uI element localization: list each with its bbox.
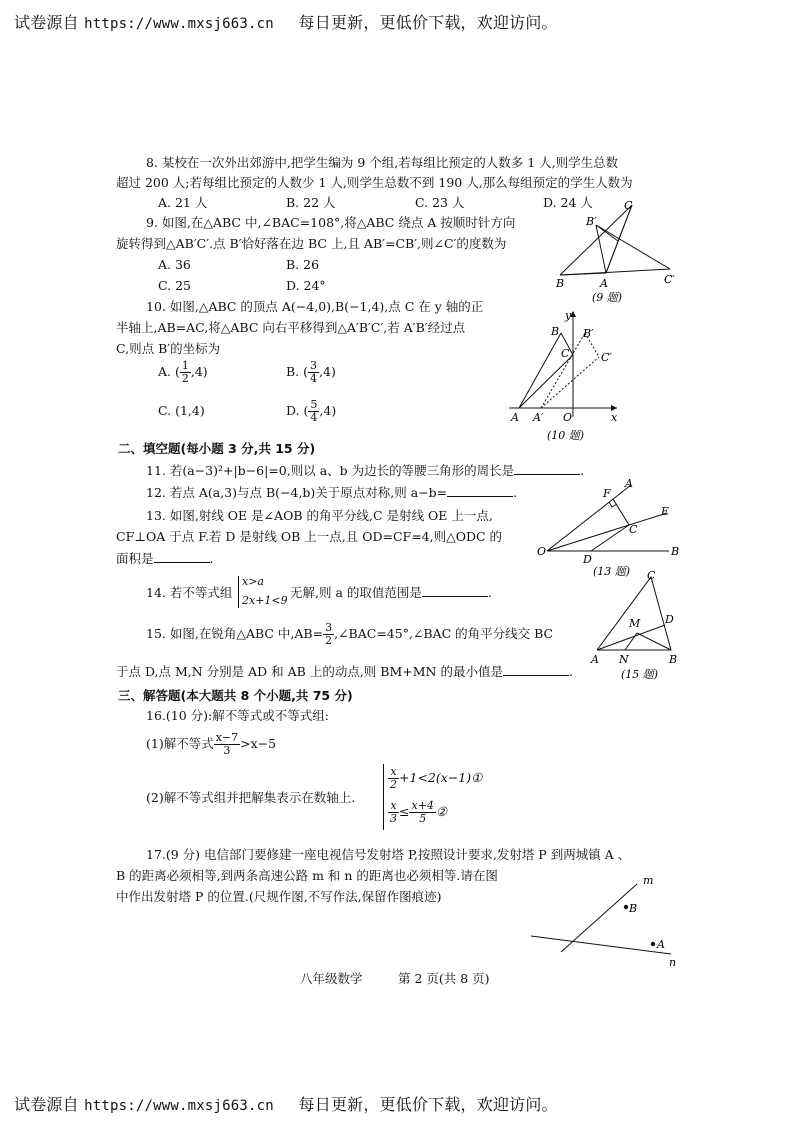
q16-eq2: $\frac{x}{3}$ ≤ $\frac{x+4}{5}$ ② [390, 799, 448, 825]
q9-option-b: B. 26 [286, 257, 320, 272]
q10-label-y: y [565, 309, 572, 322]
q8-option-d: D. 24 人 [543, 195, 593, 210]
q16-head: 16.(10 分):解不等式或不等式组: [146, 708, 329, 723]
q16-part2: (2)解不等式组并把解集表示在数轴上. [146, 790, 356, 805]
q10-label-cp: C′ [601, 351, 612, 364]
watermark-label-bottom: 试卷源自 [14, 1095, 79, 1114]
q10-line3: C,则点 B′的坐标为 [116, 341, 221, 356]
q8-option-a: A. 21 人 [158, 195, 208, 210]
q17-line1: 17.(9 分) 电信部门要修建一座电视信号发射塔 P,按照设计要求,发射塔 P 到两城镇 A 、 [146, 847, 631, 862]
q13-label-o: O [537, 545, 547, 558]
q17-point-a [651, 942, 655, 946]
q10-caption: (10 题) [547, 429, 585, 442]
q10-line1: 10. 如图,△ABC 的顶点 A(−4,0),B(−1,4),点 C 在 y 轴的正 [146, 299, 484, 314]
q9-label-bp: B′ [586, 215, 597, 228]
q8-line1: 8. 某校在一次外出郊游中,把学生编为 9 个组,若每组比预定的人数多 1 人,则学生总数 [146, 155, 619, 170]
q15-label-c: C [647, 569, 656, 582]
q15-label-a: A [591, 653, 599, 666]
q8-line2: 超过 200 人;若每组比预定的人数少 1 人,则学生总数不到 190 人,那么每组预定的学生人数为 [116, 175, 633, 190]
q9-figure [548, 195, 688, 305]
section3-title: 三、解答题(本大题共 8 个小题,共 75 分) [118, 688, 353, 703]
q16-eq1: $\frac{x}{2}$ +1<2(x−1)① [390, 765, 483, 791]
q17-line3: 中作出发射塔 P 的位置.(尺规作图,不写作法,保留作图痕迹) [116, 889, 442, 904]
q15-figure [585, 565, 685, 685]
q17-figure [525, 870, 685, 970]
q13-caption: (13 题) [593, 565, 631, 578]
q14-pre: 14. 若不等式组 [146, 585, 233, 600]
q10-label-a: A [511, 411, 519, 424]
q9-label-c: C [624, 199, 633, 212]
q10-line2: 半轴上,AB=AC,将△ABC 向右平移得到△A′B′C′,若 A′B′经过点 [116, 320, 466, 335]
q17-point-b [624, 905, 628, 909]
q9-label-a: A [600, 277, 608, 290]
q17-line2: B 的距离必须相等,到两条高速公路 m 和 n 的距离也必须相等.请在图 [116, 868, 498, 883]
q10-label-ap: A′ [533, 411, 544, 424]
q10-label-c: C [561, 347, 570, 360]
footer-subject: 八年级数学 [300, 971, 363, 986]
footer-page: 第 2 页(共 8 页) [398, 971, 490, 986]
watermark-url-bottom[interactable]: https://www.mxsj663.cn [84, 1098, 274, 1114]
q15-label-m: M [629, 617, 641, 630]
watermark-slogan-bottom: 每日更新，更低价下载，欢迎访问。 [298, 1095, 558, 1114]
q12: 12. 若点 A(a,3)与点 B(−4,b)关于原点对称,则 a−b= . [146, 485, 518, 500]
q16-part1: (1)解不等式 $\frac{x-7}{3}$ >x−5 [146, 731, 277, 757]
q9-line2: 旋转得到△AB′C′.点 B′恰好落在边 BC 上,且 AB′=CB′,则∠C′的度数为 [116, 236, 507, 251]
q10-option-d: D. ( $\frac{5}{4}$ ,4) [286, 398, 337, 424]
q15-line2: 于点 D,点 M,N 分别是 AD 和 AB 上的动点,则 BM+MN 的最小值是 . [116, 664, 573, 679]
q15-label-n: N [619, 653, 629, 666]
q10-label-x: x [611, 411, 618, 424]
q14-sys1: x>a [242, 575, 264, 588]
watermark-top [14, 10, 558, 33]
q13-label-e: E [661, 505, 670, 518]
q13-label-f: F [603, 487, 611, 500]
q11: 11. 若(a−3)²+|b−6|=0,则以 a、b 为边长的等腰三角形的周长是 . [146, 463, 585, 478]
watermark-label: 试卷源自 [14, 13, 79, 32]
q14-brace [238, 576, 239, 608]
section2-title: 二、填空题(每小题 3 分,共 15 分) [118, 441, 316, 456]
q8-option-b: B. 22 人 [286, 195, 336, 210]
q13-label-a: A [625, 477, 633, 490]
q9-option-d: D. 24° [286, 278, 326, 293]
q10-option-c: C. (1,4) [158, 403, 205, 418]
watermark-bottom [14, 1092, 558, 1115]
q10-label-bp: B′ [583, 327, 594, 340]
q15-label-d: D [665, 613, 674, 626]
q17-label-b: B [629, 902, 638, 915]
q8-option-c: C. 23 人 [415, 195, 465, 210]
q9-option-c: C. 25 [158, 278, 191, 293]
q9-line1: 9. 如图,在△ABC 中,∠BAC=108°,将△ABC 绕点 A 按顺时针方向 [146, 215, 516, 230]
watermark-url[interactable]: https://www.mxsj663.cn [84, 16, 274, 32]
q15-caption: (15 题) [621, 668, 659, 681]
q9-label-cp: C′ [664, 273, 675, 286]
q17-label-a: A [657, 938, 665, 951]
q13-line2: CF⊥OA 于点 F.若 D 是射线 OB 上一点,且 OD=CF=4,则△ODC 的 [116, 529, 503, 544]
q15-label-b: B [669, 653, 678, 666]
q10-option-b: B. ( $\frac{3}{4}$ ,4) [286, 359, 336, 385]
q10-label-b: B [551, 325, 560, 338]
q10-label-o: O [563, 411, 573, 424]
q17-label-m: m [643, 874, 654, 887]
q13-label-c: C [629, 523, 638, 536]
q10-figure [505, 305, 625, 445]
q13-label-b: B [671, 545, 680, 558]
watermark-slogan: 每日更新，更低价下载，欢迎访问。 [298, 13, 558, 32]
q13-line3: 面积是 . [116, 551, 214, 566]
q14-post: 无解,则 a 的取值范围是 . [290, 585, 492, 600]
q17-label-n: n [669, 956, 677, 969]
q13-label-d: D [583, 553, 592, 566]
q15-line1: 15. 如图,在锐角△ABC 中,AB= $\frac{3}{2}$ ,∠BAC=45°,∠BAC 的角平分线交 BC [146, 621, 554, 647]
q9-label-b: B [556, 277, 565, 290]
q16-brace [383, 764, 384, 830]
q10-option-a: A. ( $\frac{1}{2}$ ,4) [158, 359, 208, 385]
q9-caption: (9 题) [592, 291, 623, 304]
q13-line1: 13. 如图,射线 OE 是∠AOB 的角平分线,C 是射线 OE 上一点, [146, 508, 493, 523]
q14-sys2: 2x+1<9 [242, 594, 288, 607]
q9-option-a: A. 36 [158, 257, 191, 272]
